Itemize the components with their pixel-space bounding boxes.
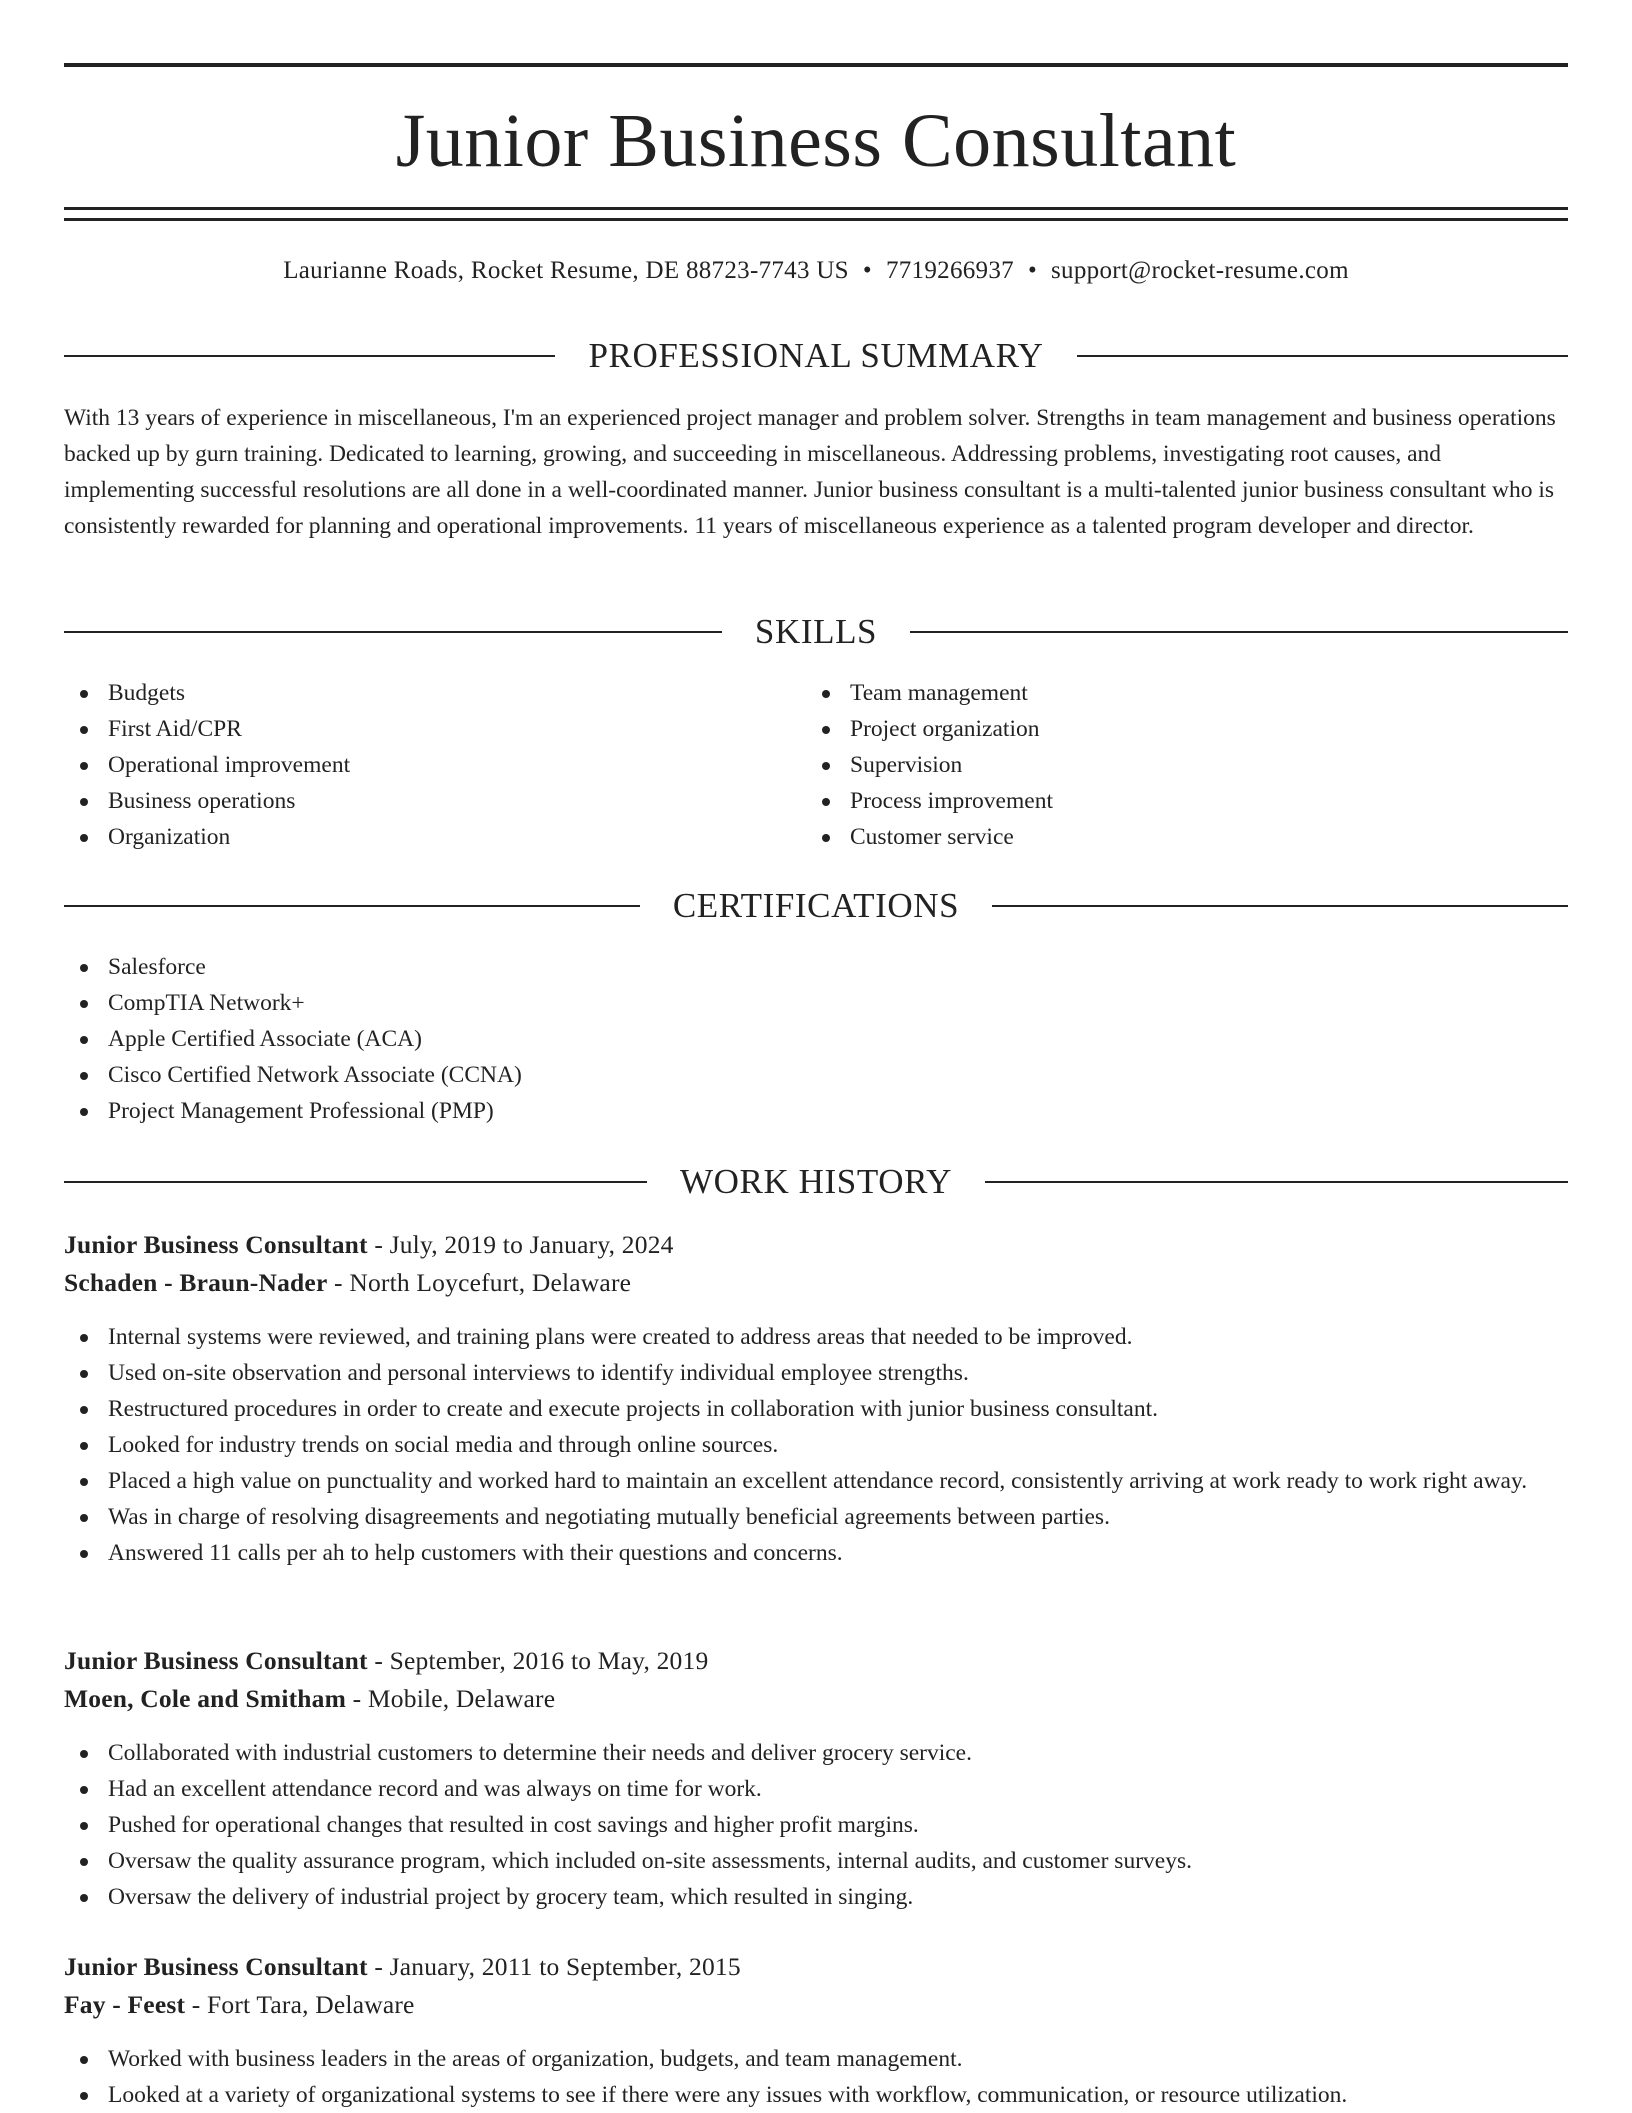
section-rule <box>1077 355 1568 357</box>
job-title-line <box>64 1226 1568 1264</box>
top-divider <box>64 63 1568 67</box>
job-company: Schaden - Braun-Nader <box>64 1268 328 1297</box>
section-header-skills <box>64 610 1568 654</box>
list-item: Used on-site observation and personal interviews to identify individual employee strengths. <box>64 1355 1568 1391</box>
list-item: Organization <box>64 819 804 855</box>
job-location: - Fort Tara, Delaware <box>185 1990 415 2019</box>
list-item: Cisco Certified Network Associate (CCNA) <box>64 1057 1564 1093</box>
section-rule <box>985 1181 1568 1183</box>
section-rule <box>992 905 1568 907</box>
job-company-line <box>64 1680 1568 1718</box>
section-title: WORK HISTORY <box>680 1162 952 1201</box>
section-header-work-history <box>64 1160 1568 1204</box>
work-entry <box>64 1948 1568 2113</box>
section-header-summary <box>64 334 1568 378</box>
resume-title: Junior Business Consultant <box>395 99 1237 183</box>
summary-text: With 13 years of experience in miscellaneous, I'm an experienced project manager and problem solver. Strengths in team management and business operations backed up by gurn training. Dedicated to learning, growing, and succeeding in miscellaneous. Addressing problems, investigating root causes, and implementing successful resolutions are all done in a well-coordinated manner. Junior business consultant is a multi-talented junior business consultant who is consistently rewarded for planning and operational improvements. 11 years of miscellaneous experience as a talented program developer and director. <box>64 405 1556 539</box>
list-item: Collaborated with industrial customers to determine their needs and deliver grocery service. <box>64 1735 1568 1771</box>
list-item: Customer service <box>806 819 1566 855</box>
title-double-divider <box>64 207 1568 221</box>
list-item: Process improvement <box>806 783 1566 819</box>
job-dates: - July, 2019 to January, 2024 <box>367 1230 674 1259</box>
section-title: PROFESSIONAL SUMMARY <box>588 336 1044 375</box>
list-item: Worked with business leaders in the areas of organization, budgets, and team management. <box>64 2041 1568 2077</box>
section-title: CERTIFICATIONS <box>672 886 960 925</box>
job-title-line <box>64 1948 1568 1986</box>
job-bullets <box>64 2041 1568 2113</box>
list-item: Business operations <box>64 783 804 819</box>
list-item: Apple Certified Associate (ACA) <box>64 1021 1564 1057</box>
job-company: Moen, Cole and Smitham <box>64 1684 347 1713</box>
job-title: Junior Business Consultant <box>64 1646 368 1675</box>
section-title: SKILLS <box>754 612 878 651</box>
list-item: Looked at a variety of organizational systems to see if there were any issues with workflow, communication, or resource utilization. <box>64 2077 1568 2113</box>
section-rule <box>64 1181 647 1183</box>
job-title: Junior Business Consultant <box>64 1952 368 1981</box>
job-company-line <box>64 1264 1568 1302</box>
list-item: Restructured procedures in order to create and execute projects in collaboration with junior business consultant. <box>64 1391 1568 1427</box>
list-item: Project organization <box>806 711 1566 747</box>
list-item: Looked for industry trends on social media and through online sources. <box>64 1427 1568 1463</box>
skills-list-left <box>64 675 804 855</box>
contact-line <box>64 254 1568 288</box>
work-entry <box>64 1642 1568 1915</box>
section-rule <box>64 355 555 357</box>
certifications-list <box>64 949 1564 1129</box>
job-bullets <box>64 1319 1568 1571</box>
contact-address: Laurianne Roads, Rocket Resume, DE 88723-7743 US <box>283 257 849 284</box>
list-item: Team management <box>806 675 1566 711</box>
list-item: Project Management Professional (PMP) <box>64 1093 1564 1129</box>
work-entry <box>64 1226 1568 1571</box>
job-location: - North Loycefurt, Delaware <box>327 1268 632 1297</box>
job-title-line <box>64 1642 1568 1680</box>
list-item: Placed a high value on punctuality and worked hard to maintain an excellent attendance record, consistently arriving at work ready to work right away. <box>64 1463 1568 1499</box>
list-item: Oversaw the delivery of industrial project by grocery team, which resulted in singing. <box>64 1879 1568 1915</box>
list-item: Was in charge of resolving disagreements and negotiating mutually beneficial agreements between parties. <box>64 1499 1568 1535</box>
contact-email: support@rocket-resume.com <box>1051 257 1349 284</box>
list-item: Budgets <box>64 675 804 711</box>
list-item: Salesforce <box>64 949 1564 985</box>
job-company-line <box>64 1986 1568 2024</box>
section-rule <box>910 631 1568 633</box>
list-item: Internal systems were reviewed, and training plans were created to address areas that needed to be improved. <box>64 1319 1568 1355</box>
section-rule <box>64 905 640 907</box>
contact-separator: • <box>1027 257 1038 284</box>
list-item: Operational improvement <box>64 747 804 783</box>
section-header-certifications <box>64 884 1568 928</box>
job-dates: - January, 2011 to September, 2015 <box>367 1952 741 1981</box>
job-location: - Mobile, Delaware <box>346 1684 556 1713</box>
list-item: Supervision <box>806 747 1566 783</box>
list-item: Had an excellent attendance record and was always on time for work. <box>64 1771 1568 1807</box>
list-item: Oversaw the quality assurance program, which included on-site assessments, internal audits, and customer surveys. <box>64 1843 1568 1879</box>
list-item: First Aid/CPR <box>64 711 804 747</box>
job-dates: - September, 2016 to May, 2019 <box>367 1646 709 1675</box>
skills-list-right <box>806 675 1566 855</box>
job-bullets <box>64 1735 1568 1915</box>
contact-separator: • <box>862 257 872 284</box>
list-item: CompTIA Network+ <box>64 985 1564 1021</box>
contact-phone: 7719266937 <box>885 257 1014 284</box>
section-rule <box>64 631 722 633</box>
list-item: Answered 11 calls per ah to help customers with their questions and concerns. <box>64 1535 1568 1571</box>
job-title: Junior Business Consultant <box>64 1230 368 1259</box>
list-item: Pushed for operational changes that resulted in cost savings and higher profit margins. <box>64 1807 1568 1843</box>
job-company: Fay - Feest <box>64 1990 186 2019</box>
